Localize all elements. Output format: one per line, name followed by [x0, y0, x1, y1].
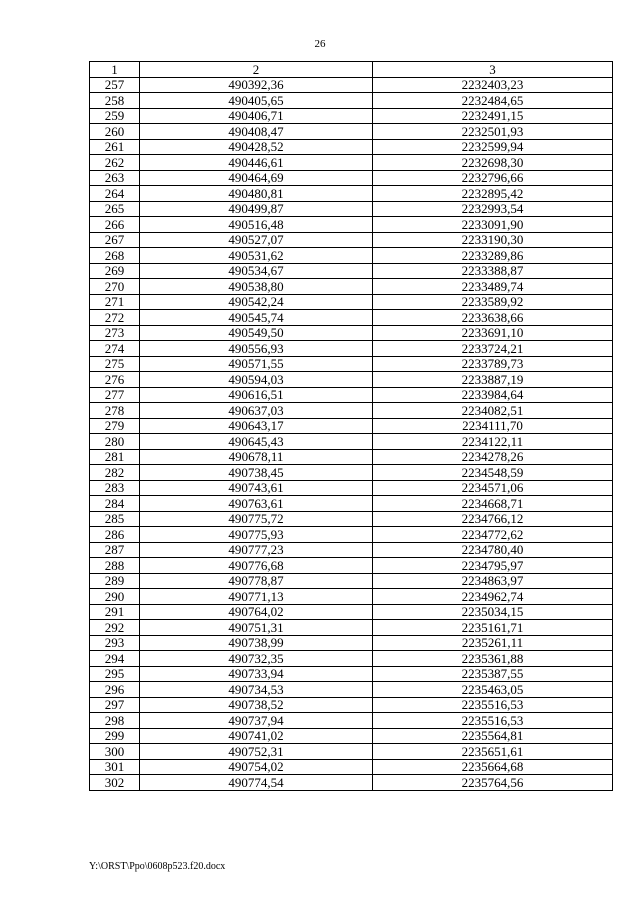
x-coordinate-cell: 490408,47: [140, 124, 373, 140]
point-number-cell: 274: [90, 341, 140, 357]
table-row: [90, 434, 613, 450]
y-coordinate-cell: 2234863,97: [373, 573, 613, 589]
table-row: [90, 728, 613, 744]
y-coordinate-cell: 2234082,51: [373, 403, 613, 419]
x-coordinate-cell: 490778,87: [140, 573, 373, 589]
table-header-row: [90, 62, 613, 78]
x-coordinate-cell: 490545,74: [140, 310, 373, 326]
coordinates-table: [89, 61, 613, 791]
x-coordinate-cell: 490733,94: [140, 666, 373, 682]
table-row: [90, 310, 613, 326]
point-number-cell: 271: [90, 294, 140, 310]
y-coordinate-cell: 2233289,86: [373, 248, 613, 264]
x-coordinate-cell: 490531,62: [140, 248, 373, 264]
point-number-cell: 291: [90, 604, 140, 620]
table-row: [90, 372, 613, 388]
point-number-cell: 278: [90, 403, 140, 419]
y-coordinate-cell: 2235564,81: [373, 728, 613, 744]
point-number-cell: 294: [90, 651, 140, 667]
x-coordinate-cell: 490428,52: [140, 139, 373, 155]
table-row: [90, 744, 613, 760]
x-coordinate-cell: 490771,13: [140, 589, 373, 605]
x-coordinate-cell: 490405,65: [140, 93, 373, 109]
table-row: [90, 496, 613, 512]
y-coordinate-cell: 2234668,71: [373, 496, 613, 512]
point-number-cell: 261: [90, 139, 140, 155]
x-coordinate-cell: 490734,53: [140, 682, 373, 698]
point-number-cell: 290: [90, 589, 140, 605]
y-coordinate-cell: 2233190,30: [373, 232, 613, 248]
point-number-cell: 281: [90, 449, 140, 465]
x-coordinate-cell: 490392,36: [140, 77, 373, 93]
point-number-cell: 264: [90, 186, 140, 202]
y-coordinate-cell: 2233388,87: [373, 263, 613, 279]
point-number-cell: 288: [90, 558, 140, 574]
x-coordinate-cell: 490775,93: [140, 527, 373, 543]
x-coordinate-cell: 490516,48: [140, 217, 373, 233]
point-number-cell: 301: [90, 759, 140, 775]
table-row: [90, 387, 613, 403]
x-coordinate-cell: 490549,50: [140, 325, 373, 341]
table-row: [90, 666, 613, 682]
y-coordinate-cell: 2232599,94: [373, 139, 613, 155]
y-coordinate-cell: 2234111,70: [373, 418, 613, 434]
y-coordinate-cell: 2232993,54: [373, 201, 613, 217]
point-number-cell: 262: [90, 155, 140, 171]
table-row: [90, 186, 613, 202]
point-number-cell: 276: [90, 372, 140, 388]
y-coordinate-cell: 2234795,97: [373, 558, 613, 574]
y-coordinate-cell: 2232895,42: [373, 186, 613, 202]
x-coordinate-cell: 490743,61: [140, 480, 373, 496]
table-row: [90, 713, 613, 729]
point-number-cell: 282: [90, 465, 140, 481]
y-coordinate-cell: 2235516,53: [373, 697, 613, 713]
y-coordinate-cell: 2232796,66: [373, 170, 613, 186]
table-row: [90, 155, 613, 171]
x-coordinate-cell: 490542,24: [140, 294, 373, 310]
table-row: [90, 558, 613, 574]
table-row: [90, 232, 613, 248]
point-number-cell: 269: [90, 263, 140, 279]
point-number-cell: 299: [90, 728, 140, 744]
point-number-cell: 270: [90, 279, 140, 295]
x-coordinate-cell: 490406,71: [140, 108, 373, 124]
y-coordinate-cell: 2232484,65: [373, 93, 613, 109]
x-coordinate-cell: 490527,07: [140, 232, 373, 248]
point-number-cell: 296: [90, 682, 140, 698]
y-coordinate-cell: 2235764,56: [373, 775, 613, 791]
y-coordinate-cell: 2232698,30: [373, 155, 613, 171]
y-coordinate-cell: 2235361,88: [373, 651, 613, 667]
table-row: [90, 356, 613, 372]
x-coordinate-cell: 490534,67: [140, 263, 373, 279]
point-number-cell: 277: [90, 387, 140, 403]
y-coordinate-cell: 2232403,23: [373, 77, 613, 93]
table-row: [90, 170, 613, 186]
x-coordinate-cell: 490774,54: [140, 775, 373, 791]
point-number-cell: 275: [90, 356, 140, 372]
table-row: [90, 697, 613, 713]
table-row: [90, 682, 613, 698]
column-header-1: 1: [90, 62, 140, 78]
point-number-cell: 284: [90, 496, 140, 512]
table-row: [90, 139, 613, 155]
x-coordinate-cell: 490754,02: [140, 759, 373, 775]
y-coordinate-cell: 2235034,15: [373, 604, 613, 620]
y-coordinate-cell: 2235261,11: [373, 635, 613, 651]
table-row: [90, 77, 613, 93]
table-row: [90, 651, 613, 667]
point-number-cell: 285: [90, 511, 140, 527]
table-row: [90, 341, 613, 357]
point-number-cell: 265: [90, 201, 140, 217]
point-number-cell: 257: [90, 77, 140, 93]
x-coordinate-cell: 490571,55: [140, 356, 373, 372]
table-row: [90, 108, 613, 124]
table-row: [90, 418, 613, 434]
point-number-cell: 286: [90, 527, 140, 543]
table-row: [90, 480, 613, 496]
point-number-cell: 258: [90, 93, 140, 109]
column-header-2: 2: [140, 62, 373, 78]
x-coordinate-cell: 490732,35: [140, 651, 373, 667]
table-row: [90, 527, 613, 543]
y-coordinate-cell: 2233789,73: [373, 356, 613, 372]
y-coordinate-cell: 2232491,15: [373, 108, 613, 124]
column-header-3: 3: [373, 62, 613, 78]
point-number-cell: 272: [90, 310, 140, 326]
x-coordinate-cell: 490738,52: [140, 697, 373, 713]
x-coordinate-cell: 490446,61: [140, 155, 373, 171]
x-coordinate-cell: 490737,94: [140, 713, 373, 729]
point-number-cell: 259: [90, 108, 140, 124]
y-coordinate-cell: 2233489,74: [373, 279, 613, 295]
table-row: [90, 93, 613, 109]
y-coordinate-cell: 2233724,21: [373, 341, 613, 357]
point-number-cell: 266: [90, 217, 140, 233]
y-coordinate-cell: 2234962,74: [373, 589, 613, 605]
table-row: [90, 403, 613, 419]
table-row: [90, 775, 613, 791]
y-coordinate-cell: 2233589,92: [373, 294, 613, 310]
x-coordinate-cell: 490752,31: [140, 744, 373, 760]
table-row: [90, 325, 613, 341]
y-coordinate-cell: 2235161,71: [373, 620, 613, 636]
point-number-cell: 263: [90, 170, 140, 186]
point-number-cell: 260: [90, 124, 140, 140]
y-coordinate-cell: 2235463,05: [373, 682, 613, 698]
x-coordinate-cell: 490738,45: [140, 465, 373, 481]
x-coordinate-cell: 490741,02: [140, 728, 373, 744]
y-coordinate-cell: 2234772,62: [373, 527, 613, 543]
point-number-cell: 289: [90, 573, 140, 589]
table-row: [90, 511, 613, 527]
x-coordinate-cell: 490464,69: [140, 170, 373, 186]
x-coordinate-cell: 490499,87: [140, 201, 373, 217]
x-coordinate-cell: 490738,99: [140, 635, 373, 651]
y-coordinate-cell: 2234548,59: [373, 465, 613, 481]
table-row: [90, 759, 613, 775]
table-row: [90, 620, 613, 636]
x-coordinate-cell: 490777,23: [140, 542, 373, 558]
y-coordinate-cell: 2235651,61: [373, 744, 613, 760]
table-row: [90, 279, 613, 295]
table-row: [90, 263, 613, 279]
x-coordinate-cell: 490538,80: [140, 279, 373, 295]
point-number-cell: 280: [90, 434, 140, 450]
table-row: [90, 248, 613, 264]
point-number-cell: 293: [90, 635, 140, 651]
point-number-cell: 292: [90, 620, 140, 636]
table-row: [90, 589, 613, 605]
point-number-cell: 283: [90, 480, 140, 496]
x-coordinate-cell: 490616,51: [140, 387, 373, 403]
y-coordinate-cell: 2233887,19: [373, 372, 613, 388]
footer-file-path: Y:\ORST\Ppo\0608p523.f20.docx: [89, 861, 226, 872]
y-coordinate-cell: 2234766,12: [373, 511, 613, 527]
point-number-cell: 302: [90, 775, 140, 791]
y-coordinate-cell: 2235516,53: [373, 713, 613, 729]
point-number-cell: 297: [90, 697, 140, 713]
table-row: [90, 449, 613, 465]
point-number-cell: 279: [90, 418, 140, 434]
table-row: [90, 542, 613, 558]
y-coordinate-cell: 2233091,90: [373, 217, 613, 233]
y-coordinate-cell: 2233638,66: [373, 310, 613, 326]
table-row: [90, 604, 613, 620]
table-row: [90, 573, 613, 589]
y-coordinate-cell: 2234278,26: [373, 449, 613, 465]
table-row: [90, 635, 613, 651]
point-number-cell: 298: [90, 713, 140, 729]
table-row: [90, 217, 613, 233]
x-coordinate-cell: 490751,31: [140, 620, 373, 636]
x-coordinate-cell: 490764,02: [140, 604, 373, 620]
x-coordinate-cell: 490763,61: [140, 496, 373, 512]
y-coordinate-cell: 2233984,64: [373, 387, 613, 403]
table-row: [90, 201, 613, 217]
point-number-cell: 300: [90, 744, 140, 760]
x-coordinate-cell: 490643,17: [140, 418, 373, 434]
y-coordinate-cell: 2235387,55: [373, 666, 613, 682]
x-coordinate-cell: 490594,03: [140, 372, 373, 388]
y-coordinate-cell: 2235664,68: [373, 759, 613, 775]
x-coordinate-cell: 490480,81: [140, 186, 373, 202]
point-number-cell: 295: [90, 666, 140, 682]
x-coordinate-cell: 490556,93: [140, 341, 373, 357]
table-body: [90, 77, 613, 790]
x-coordinate-cell: 490775,72: [140, 511, 373, 527]
y-coordinate-cell: 2233691,10: [373, 325, 613, 341]
table-row: [90, 294, 613, 310]
point-number-cell: 287: [90, 542, 140, 558]
y-coordinate-cell: 2234780,40: [373, 542, 613, 558]
y-coordinate-cell: 2232501,93: [373, 124, 613, 140]
x-coordinate-cell: 490776,68: [140, 558, 373, 574]
table-row: [90, 124, 613, 140]
y-coordinate-cell: 2234122,11: [373, 434, 613, 450]
point-number-cell: 267: [90, 232, 140, 248]
point-number-cell: 268: [90, 248, 140, 264]
page-number: 26: [314, 38, 326, 50]
table-row: [90, 465, 613, 481]
point-number-cell: 273: [90, 325, 140, 341]
x-coordinate-cell: 490645,43: [140, 434, 373, 450]
x-coordinate-cell: 490637,03: [140, 403, 373, 419]
x-coordinate-cell: 490678,11: [140, 449, 373, 465]
y-coordinate-cell: 2234571,06: [373, 480, 613, 496]
